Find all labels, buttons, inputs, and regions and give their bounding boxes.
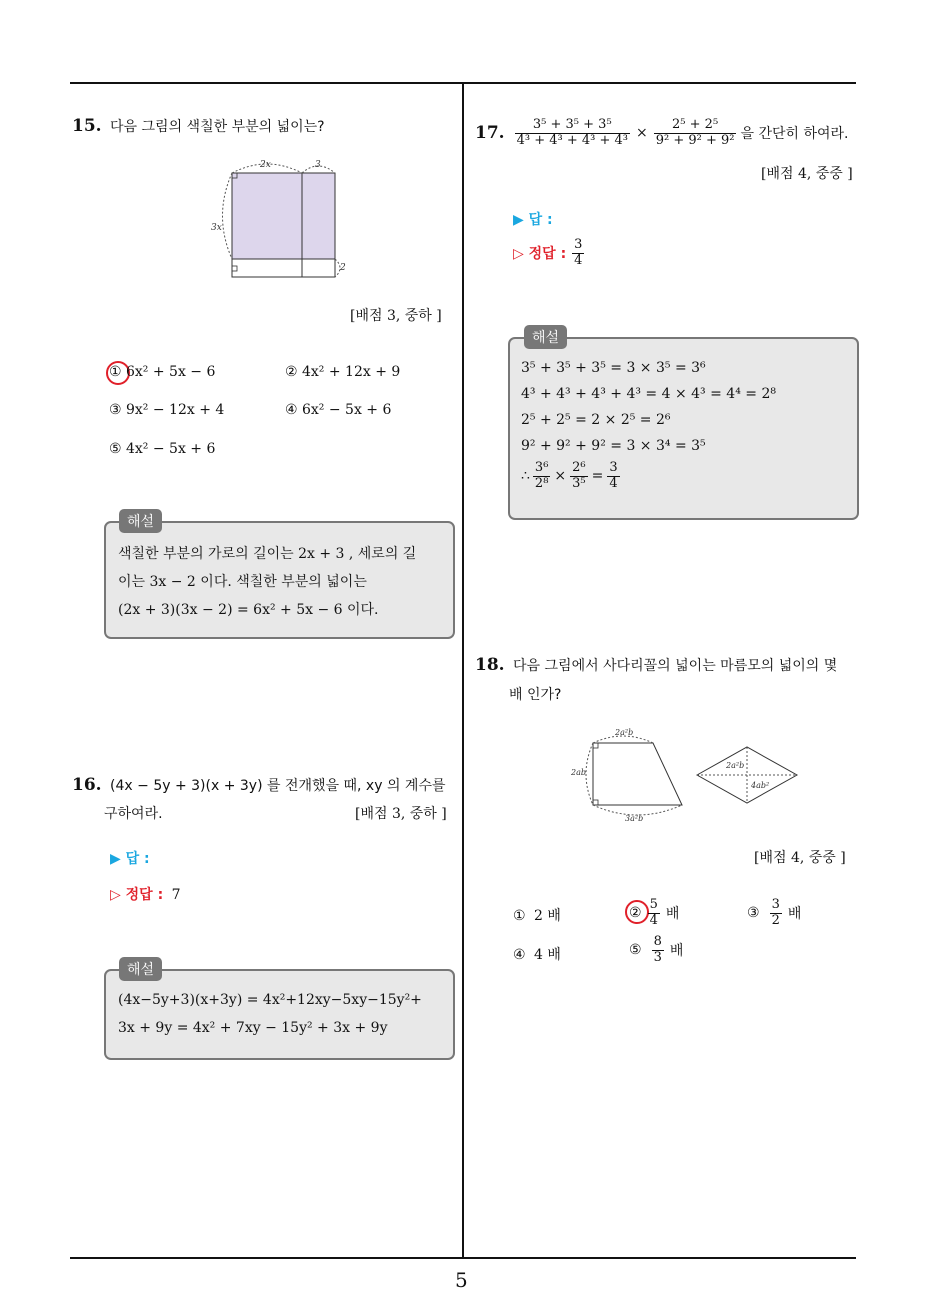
q16-text-line2: 구하여라.: [104, 806, 163, 822]
q18-score: [배점 4, 중중 ]: [754, 850, 846, 866]
q16-number: 16.: [72, 775, 102, 795]
q18-text-line2: 배 인가?: [509, 687, 562, 703]
q16-text: (4x − 5y + 3)(x + 3y) 를 전개했을 때, xy 의 계수를: [110, 778, 446, 794]
q18-choice-5[interactable]: ⑤ $\frac{8}{3}$ 배: [629, 934, 684, 965]
q15-fig-label: 3x: [211, 223, 222, 233]
q18-trapezoid: [593, 743, 682, 805]
q17-solution-line: 2⁵ + 2⁵ = 2 × 2⁵ = 2⁶: [521, 412, 671, 428]
q15-choice-2[interactable]: ② 4x² + 12x + 9: [285, 364, 401, 380]
q17-correct-fraction: $\frac{3}{4}$: [574, 237, 583, 268]
q15-figure: [205, 155, 355, 280]
q16-solution-line: (4x−5y+3)(x+3y) = 4x²+12xy−5xy−15y²+: [118, 992, 422, 1008]
q16-answer-input[interactable]: ▶ 답 :: [110, 851, 150, 867]
q18-choice-1[interactable]: ① 2 배: [513, 908, 561, 924]
q15-solution-line: 이는 3x − 2 이다. 색칠한 부분의 넓이는: [118, 574, 367, 590]
q15-choice-4[interactable]: ④ 6x² − 5x + 6: [285, 402, 392, 418]
column-divider: [462, 83, 464, 1258]
q15-score: [배점 3, 중하 ]: [350, 308, 442, 324]
q17-header: [475, 118, 849, 149]
q17-answer-input[interactable]: ▶ 답 :: [513, 212, 553, 228]
q17-fraction-2: $\frac{\text{2⁵ + 2⁵}}{\text{9² + 9² + 9²}}$: [655, 117, 735, 148]
q18-fig-label: 4ab²: [751, 781, 770, 790]
q15-shaded-region: [232, 173, 335, 259]
q18-dim-left: [586, 743, 593, 805]
bottom-rule: [70, 1257, 856, 1259]
q18-number: 18.: [475, 655, 505, 675]
q18-figure: [565, 725, 815, 825]
q17-number: 17.: [475, 123, 505, 144]
q15-fig-label: 3: [315, 160, 321, 170]
q18-text: 다음 그림에서 사다리꼴의 넓이는 마름모의 넓이의 몇: [513, 658, 838, 674]
q17-solution-line: 4³ + 4³ + 4³ + 4³ = 4 × 4³ = 4⁴ = 2⁸: [521, 386, 776, 402]
q18-dim-top: [593, 736, 653, 743]
q17-solution-tag: 해설: [524, 325, 567, 349]
q15-bottom-strip: [232, 259, 335, 277]
q18-fig-label: 2a²b: [726, 761, 745, 770]
q16-correct-answer: [110, 884, 181, 904]
q17-times: ×: [635, 125, 648, 142]
q15-choice-3[interactable]: ③ 9x² − 12x + 4: [109, 402, 225, 418]
q15-fig-label: 2: [340, 263, 346, 273]
q15-text: 다음 그림의 색칠한 부분의 넓이는?: [110, 119, 325, 135]
q16-solution-line: 3x + 9y = 4x² + 7xy − 15y² + 3x + 9y: [118, 1020, 388, 1036]
q17-solution-line: 3⁵ + 3⁵ + 3⁵ = 3 × 3⁵ = 3⁶: [521, 360, 706, 376]
q17-correct-label: ▷ 정답 :: [513, 246, 567, 263]
q16-header: [72, 775, 446, 795]
q18-fig-label: 2a²b: [615, 728, 634, 737]
q18-choice-4[interactable]: ④ 4 배: [513, 947, 561, 963]
q17-correct-answer: [513, 238, 584, 269]
q15-number: 15.: [72, 116, 102, 136]
q17-fraction-1: $\frac{\text{3⁵ + 3⁵ + 3⁵}}{\text{4³ + 4³ + 4³ + 4³}}$: [516, 117, 628, 148]
q18-header: [475, 655, 837, 675]
q15-solution-line: (2x + 3)(3x − 2) = 6x² + 5x − 6 이다.: [118, 602, 379, 618]
q18-fig-label: 2ab: [571, 768, 586, 777]
q17-solution-line: 9² + 9² + 9² = 3 × 3⁴ = 3⁵: [521, 438, 706, 454]
q15-fig-label: 2x: [260, 160, 271, 170]
q15-solution-text: [118, 540, 416, 624]
q15-choice-1[interactable]: ① 6x² + 5x − 6: [109, 364, 216, 380]
q18-choice-3[interactable]: ③ $\frac{3}{2}$ 배: [747, 897, 802, 928]
q16-correct-value: 7: [171, 887, 181, 903]
q17-score: [배점 4, 중중 ]: [761, 166, 853, 182]
q16-score: [배점 3, 중하 ]: [355, 806, 447, 822]
q18-fig-label: 3a²b: [625, 814, 644, 823]
q18-choice-2[interactable]: ② $\frac{5}{4}$ 배: [629, 897, 680, 928]
q15-header: [72, 116, 325, 136]
q15-solution-tag: 해설: [119, 509, 162, 533]
q16-solution-text: [118, 986, 422, 1042]
q15-choice-5[interactable]: ⑤ 4x² − 5x + 6: [109, 441, 216, 457]
page-number: 5: [455, 1268, 468, 1292]
q15-dim-left: [223, 173, 233, 259]
q16-correct-label: ▷ 정답 :: [110, 887, 164, 903]
q15-solution-line: 색칠한 부분의 가로의 길이는 2x + 3 , 세로의 길: [118, 546, 417, 562]
q17-solution-final: ∴ $\frac{\text{3⁶}}{\text{2⁸}}$ × $\frac{\text{2⁶}}{\text{3⁵}}$ = $\frac{3}{4}$: [521, 460, 618, 491]
q17-solution-text: [521, 355, 776, 492]
q16-solution-tag: 해설: [119, 957, 162, 981]
q17-text: 을 간단히 하여라.: [740, 126, 849, 143]
